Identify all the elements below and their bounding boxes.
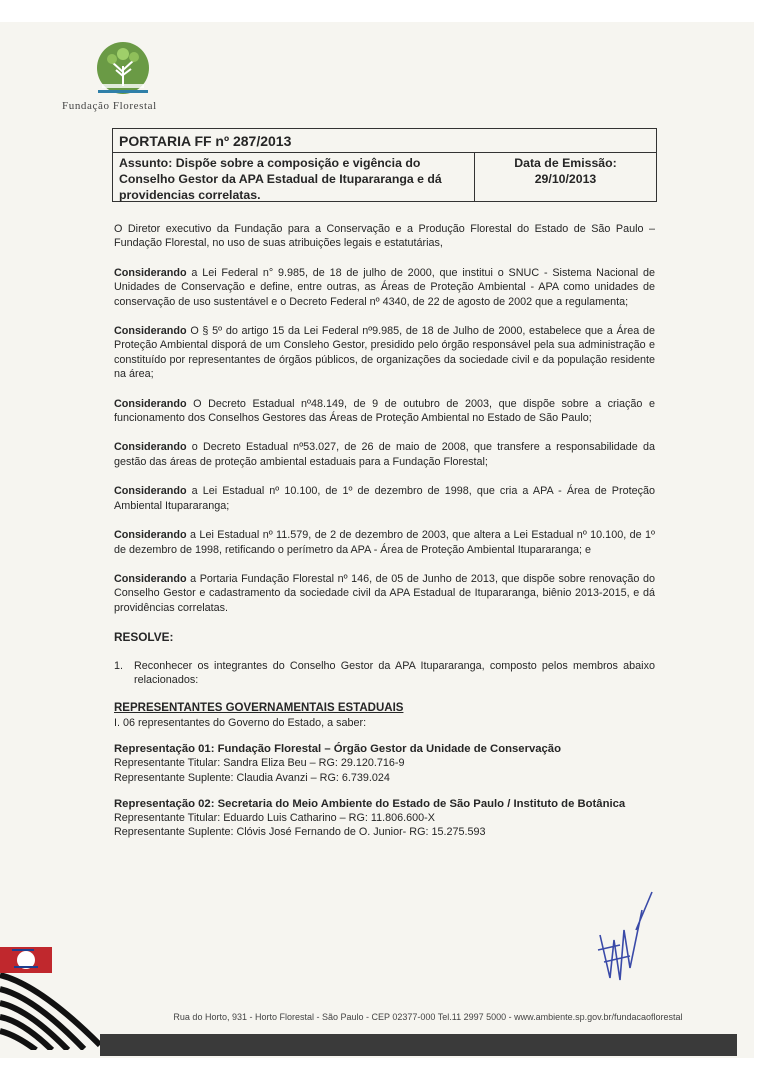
- scan-edge: [754, 0, 768, 1070]
- scan-edge-dark: [100, 1034, 737, 1056]
- state-flag-emblem: [0, 945, 110, 1050]
- page-title: PORTARIA FF nº 287/2013: [113, 129, 656, 153]
- list-item: [114, 659, 655, 688]
- considerando-text: O § 5º do artigo 15 da Lei Federal nº9.985, de 18 de Julho de 2000, estabelece que a Área de Proteção Ambiental disporá de um Consleho Gestor, presidido pelo órgão responsável pela sua administração e constituído por representantes de órgãos públicos, de organizações da sociedade civil e da população residente na área;: [114, 325, 655, 381]
- representative-suplente: Representante Suplente: Clóvis José Fernando de O. Junior- RG: 15.275.593: [114, 826, 486, 839]
- considerando-paragraph: [114, 484, 655, 513]
- representative-suplente: Representante Suplente: Claudia Avanzi – RG: 6.739.024: [114, 771, 390, 784]
- considerando-label: Considerando: [114, 485, 187, 498]
- emission-cell: [475, 153, 656, 201]
- representation-title: Representação 01: Fundação Florestal – Órgão Gestor da Unidade de Conservação: [114, 743, 561, 756]
- considerando-text: o Decreto Estadual nº53.027, de 26 de maio de 2008, que transfere a responsabilidade da gestão das áreas de proteção ambiental estaduais para a Fundação Florestal;: [114, 441, 655, 468]
- considerando-text: a Lei Federal n° 9.985, de 18 de julho de 2000, que institui o SNUC - Sistema Nacional de Unidades de Conservação e define, entre outras, as Áreas de Proteção Ambiental - APA como unidades de conservação de uso sustentável e o Decreto Federal nº 4340, de 22 de agosto de 2002 que a regulamenta;: [114, 266, 655, 308]
- footer-address: Rua do Horto, 931 - Horto Florestal - São Paulo - CEP 02377-000 Tel.11 2997 5000 - www.ambiente.sp.gov.br/fundacaoflorestal: [173, 1012, 683, 1022]
- considerando-label: Considerando: [114, 529, 187, 542]
- resolve-heading: RESOLVE:: [114, 630, 174, 645]
- logo-text: Fundação Florestal: [62, 100, 157, 112]
- considerando-text: a Lei Estadual nº 10.100, de 1º de dezembro de 1998, que cria a APA - Área de Proteção Ambiental Itupararanga;: [114, 485, 655, 512]
- scan-edge: [0, 1058, 768, 1070]
- intro-paragraph: O Diretor executivo da Fundação para a Conservação e a Produção Florestal do Estado de São Paulo – Fundação Florestal, no uso de suas atribuições legais e estatutárias,: [114, 223, 655, 250]
- considerando-label: Considerando: [114, 572, 187, 585]
- considerando-text: a Portaria Fundação Florestal nº 146, de 05 de Junho de 2013, que dispõe sobre renovação do Conselho Gestor e cadastramento da sociedade civil da APA Estadual de Itupararanga, biênio 2013-2015, e dá providências correlatas.: [114, 572, 655, 614]
- considerando-label: Considerando: [114, 325, 187, 338]
- section-subtitle: I. 06 representantes do Governo do Estado, a saber:: [114, 716, 367, 729]
- document-body: [114, 222, 655, 840]
- emission-date: 29/10/2013: [534, 172, 597, 186]
- representation-title: Representação 02: Secretaria do Meio Ambiente do Estado de São Paulo / Instituto de Botânica: [114, 797, 626, 810]
- tree-icon: [88, 40, 158, 98]
- considerando-paragraph: [114, 572, 655, 615]
- considerando-paragraph: [114, 397, 655, 426]
- representative-titular: Representante Titular: Eduardo Luis Catharino – RG: 11.806.600-X: [114, 811, 435, 824]
- list-text: Reconhecer os integrantes do Conselho Gestor da APA Itupararanga, composto pelos membros abaixo relacionados:: [134, 659, 655, 686]
- considerando-label: Considerando: [114, 441, 187, 454]
- section-title: REPRESENTANTES GOVERNAMENTAIS ESTADUAIS: [114, 702, 404, 715]
- emission-label: Data de Emissão:: [514, 156, 617, 170]
- list-number: 1.: [114, 659, 124, 672]
- considerando-paragraph: [114, 266, 655, 309]
- considerando-text: a Lei Estadual nº 11.579, de 2 de dezembro de 2003, que altera a Lei Estadual nº 10.100, de 1º de dezembro de 1998, retificando o perímetro da APA - Área de Proteção Ambiental Itupararanga; e: [114, 529, 655, 556]
- considerando-label: Considerando: [114, 266, 187, 279]
- considerando-paragraph: [114, 440, 655, 469]
- considerando-text: O Decreto Estadual nº48.149, de 9 de outubro de 2003, que dispõe sobre a criação e funcionamento dos Conselhos Gestores das Áreas de Proteção Ambiental no Estado de São Paulo;: [114, 397, 655, 425]
- considerando-paragraph: [114, 528, 655, 557]
- scan-edge: [0, 0, 768, 22]
- considerando-label: Considerando: [114, 397, 187, 410]
- subject-text: Assunto: Dispõe sobre a composição e vigência do Conselho Gestor da APA Estadual de Itupararanga e dá providencias correlatas.: [113, 153, 475, 201]
- representative-titular: Representante Titular: Sandra Eliza Beu – RG: 29.120.716-9: [114, 757, 405, 770]
- signature-mark: [590, 890, 660, 990]
- title-box: [112, 128, 657, 202]
- considerando-paragraph: [114, 324, 655, 382]
